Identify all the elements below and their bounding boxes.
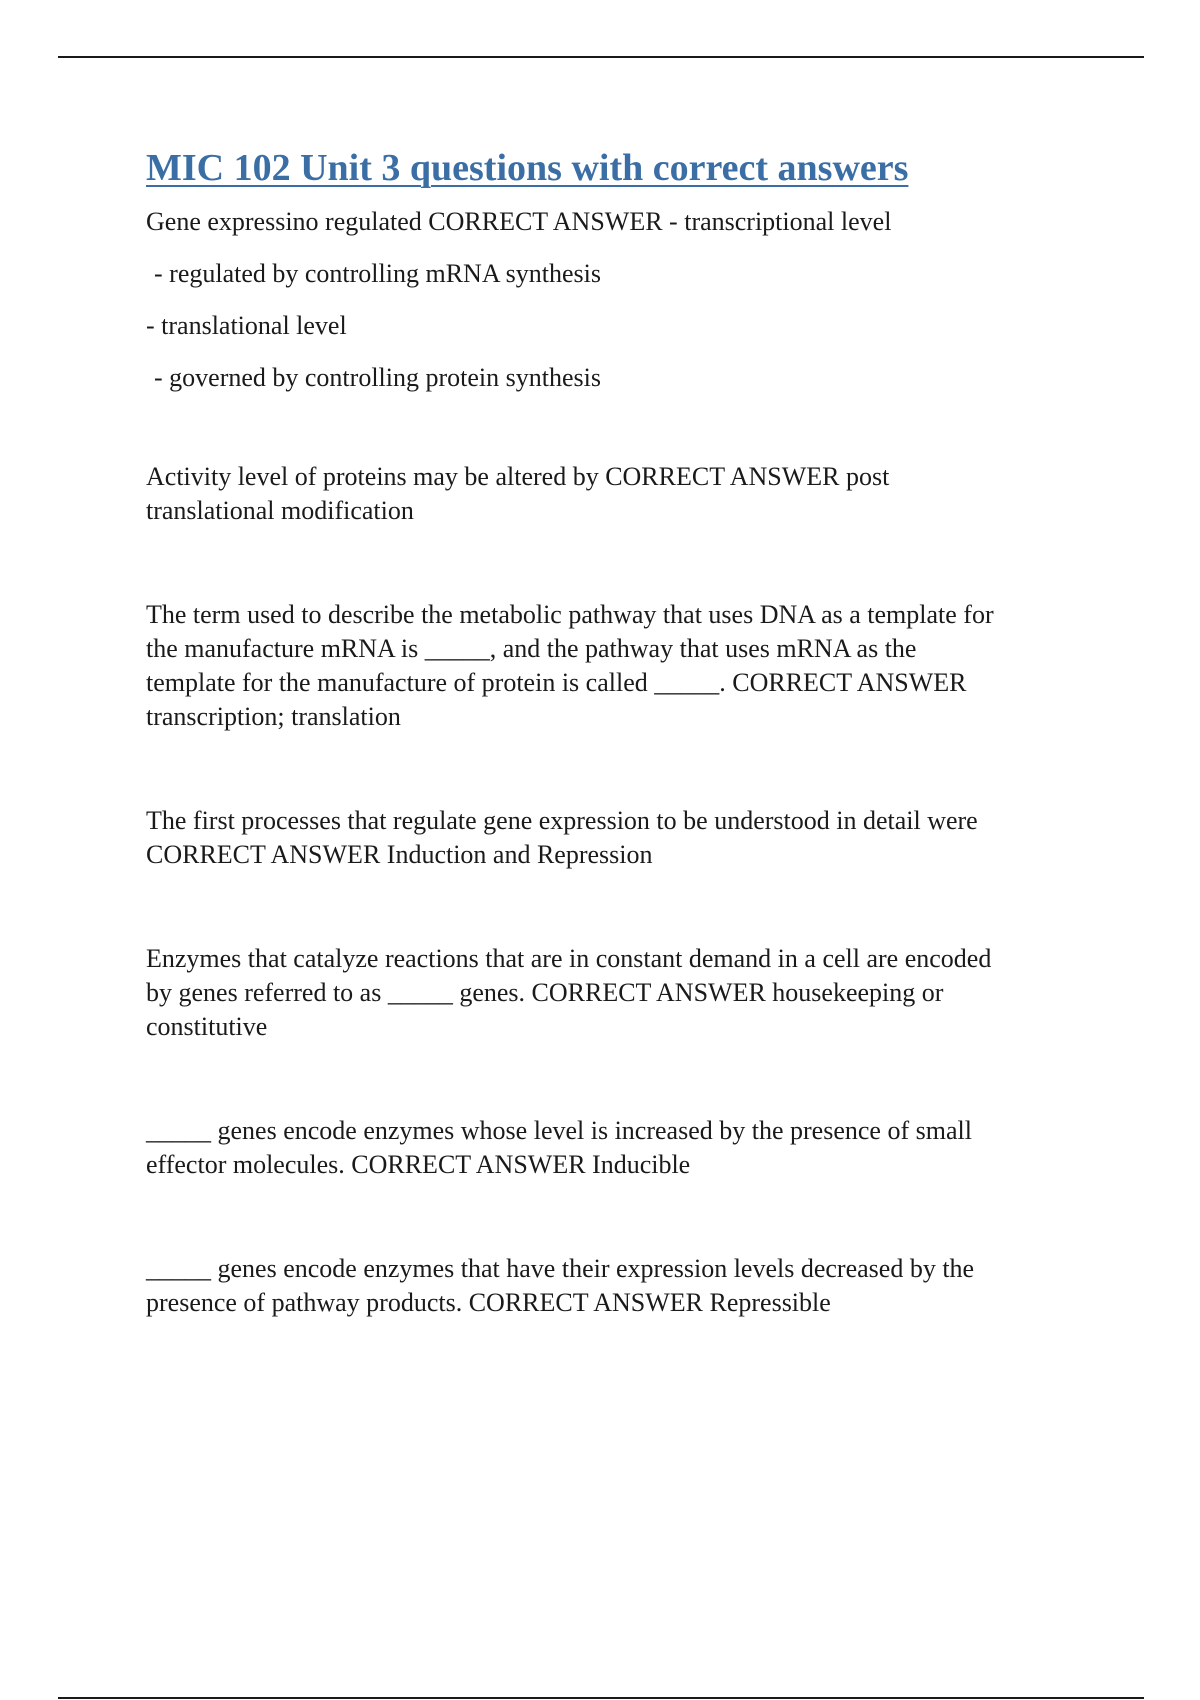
qa-line: The term used to describe the metabolic pathway that uses DNA as a template for [146, 600, 994, 629]
qa-line: template for the manufacture of protein is called _____. CORRECT ANSWER [146, 668, 967, 697]
qa-line: by genes referred to as _____ genes. CORRECT ANSWER housekeeping or [146, 978, 944, 1007]
qa-line: The first processes that regulate gene expression to be understood in detail were [146, 806, 978, 835]
qa-line: - translational level [146, 311, 347, 340]
qa-item-inducible-genes [146, 1114, 1086, 1182]
bottom-rule [58, 1697, 1144, 1699]
qa-item-gene-expression [146, 204, 1086, 396]
qa-line: _____ genes encode enzymes that have their expression levels decreased by the [146, 1254, 975, 1283]
qa-item-transcription-translation [146, 598, 1086, 734]
qa-line: - regulated by controlling mRNA synthesis [154, 259, 602, 288]
document-title[interactable]: MIC 102 Unit 3 questions with correct answers [146, 147, 909, 189]
qa-line: _____ genes encode enzymes whose level is increased by the presence of small [146, 1116, 972, 1145]
qa-line: - governed by controlling protein synthesis [154, 363, 601, 392]
qa-item-protein-activity [146, 460, 1086, 528]
qa-line: translational modification [146, 496, 414, 525]
qa-line: Activity level of proteins may be altered by CORRECT ANSWER post [146, 462, 890, 491]
qa-line: the manufacture mRNA is _____, and the pathway that uses mRNA as the [146, 634, 917, 663]
qa-item-repressible-genes [146, 1252, 1086, 1320]
qa-item-housekeeping-genes [146, 942, 1086, 1044]
qa-line: Gene expressino regulated CORRECT ANSWER - transcriptional level [146, 207, 892, 236]
qa-line: effector molecules. CORRECT ANSWER Inducible [146, 1150, 691, 1179]
qa-line: presence of pathway products. CORRECT ANSWER Repressible [146, 1288, 831, 1317]
qa-item-induction-repression [146, 804, 1086, 872]
qa-line: Enzymes that catalyze reactions that are in constant demand in a cell are encoded [146, 944, 992, 973]
qa-line: constitutive [146, 1012, 268, 1041]
document-body [146, 142, 1086, 1320]
qa-line: CORRECT ANSWER Induction and Repression [146, 840, 653, 869]
top-rule [58, 56, 1144, 58]
qa-line: transcription; translation [146, 702, 401, 731]
